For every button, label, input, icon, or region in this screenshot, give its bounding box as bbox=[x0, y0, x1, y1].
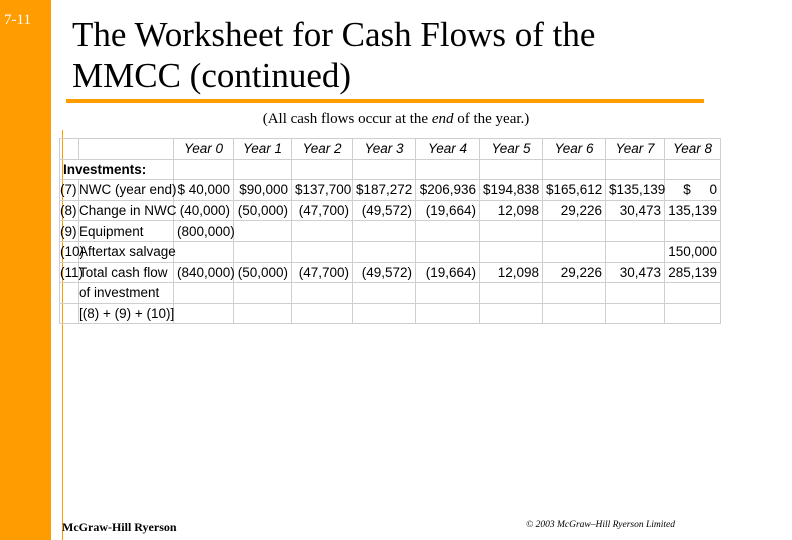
header-blank-cell bbox=[79, 139, 174, 160]
cell-year-1 bbox=[234, 241, 292, 262]
cell-year-0 bbox=[174, 241, 234, 262]
cell-year-4 bbox=[416, 221, 480, 242]
cash-flow-table-container bbox=[59, 138, 720, 324]
empty-cell bbox=[480, 283, 543, 304]
subtitle-emphasis: end bbox=[431, 111, 454, 127]
cell-year-7: $135,139 bbox=[606, 180, 665, 201]
subtitle-text-after: of the year.) bbox=[453, 111, 530, 127]
empty-cell bbox=[353, 159, 416, 180]
cell-year-2: (47,700) bbox=[292, 200, 353, 221]
empty-cell bbox=[416, 159, 480, 180]
continuation-row bbox=[60, 303, 721, 324]
cell-year-5 bbox=[480, 221, 543, 242]
cell-year-3: $187,272 bbox=[353, 180, 416, 201]
year-header-2: Year 2 bbox=[292, 139, 353, 160]
empty-cell bbox=[234, 303, 292, 324]
table-row bbox=[60, 200, 721, 221]
row-index: (10) bbox=[60, 241, 79, 262]
row-index: (8) bbox=[60, 200, 79, 221]
empty-cell bbox=[234, 159, 292, 180]
empty-cell bbox=[665, 283, 721, 304]
cell-year-8: 285,139 bbox=[665, 262, 721, 283]
cell-year-1: (50,000) bbox=[234, 200, 292, 221]
subtitle-text-before: (All cash flows occur at the bbox=[262, 111, 432, 127]
empty-cell bbox=[480, 159, 543, 180]
cell-year-2 bbox=[292, 221, 353, 242]
cell-year-7 bbox=[606, 221, 665, 242]
table-header-row bbox=[60, 139, 721, 160]
cell-year-4: (19,664) bbox=[416, 200, 480, 221]
year-header-8: Year 8 bbox=[665, 139, 721, 160]
empty-cell bbox=[292, 303, 353, 324]
cell-year-8: 150,000 bbox=[665, 241, 721, 262]
empty-cell bbox=[665, 159, 721, 180]
cell-year-4: (19,664) bbox=[416, 262, 480, 283]
empty-cell bbox=[353, 303, 416, 324]
cell-year-5: $194,838 bbox=[480, 180, 543, 201]
empty-cell bbox=[606, 283, 665, 304]
cell-year-8 bbox=[665, 221, 721, 242]
empty-cell bbox=[174, 159, 234, 180]
cell-year-3: (49,572) bbox=[353, 200, 416, 221]
slide-title-line1: The Worksheet for Cash Flows of the bbox=[72, 15, 596, 54]
continuation-row bbox=[60, 283, 721, 304]
slide-subtitle bbox=[0, 111, 792, 128]
row-label: Total cash flow bbox=[79, 262, 174, 283]
cell-year-3 bbox=[353, 241, 416, 262]
empty-cell bbox=[606, 303, 665, 324]
empty-cell bbox=[480, 303, 543, 324]
cell-year-3 bbox=[353, 221, 416, 242]
cell-year-8: $ 0 bbox=[665, 180, 721, 201]
cell-year-8: 135,139 bbox=[665, 200, 721, 221]
cell-year-3: (49,572) bbox=[353, 262, 416, 283]
cell-year-6: 29,226 bbox=[543, 200, 606, 221]
cell-year-2: $137,700 bbox=[292, 180, 353, 201]
cell-year-0: (800,000) bbox=[174, 221, 234, 242]
year-header-1: Year 1 bbox=[234, 139, 292, 160]
year-header-7: Year 7 bbox=[606, 139, 665, 160]
section-heading-row bbox=[60, 159, 721, 180]
row-label-continuation: of investment bbox=[79, 283, 174, 304]
empty-cell bbox=[292, 283, 353, 304]
cell-year-6 bbox=[543, 241, 606, 262]
row-label: Equipment bbox=[79, 221, 174, 242]
empty-cell bbox=[543, 159, 606, 180]
empty-cell bbox=[60, 303, 79, 324]
cell-year-5: 12,098 bbox=[480, 200, 543, 221]
table-row bbox=[60, 221, 721, 242]
cell-year-2 bbox=[292, 241, 353, 262]
row-index: (9) bbox=[60, 221, 79, 242]
empty-cell bbox=[416, 283, 480, 304]
empty-cell bbox=[174, 283, 234, 304]
slide-number: 7-11 bbox=[4, 12, 31, 28]
row-label: Aftertax salvage bbox=[79, 241, 174, 262]
row-label-continuation: [(8) + (9) + (10)] bbox=[79, 303, 174, 324]
table-row bbox=[60, 180, 721, 201]
empty-cell bbox=[353, 283, 416, 304]
cell-year-0: (40,000) bbox=[174, 200, 234, 221]
empty-cell bbox=[292, 159, 353, 180]
year-header-3: Year 3 bbox=[353, 139, 416, 160]
cell-year-1: (50,000) bbox=[234, 262, 292, 283]
row-index: (7) bbox=[60, 180, 79, 201]
cell-year-6: 29,226 bbox=[543, 262, 606, 283]
cell-year-5: 12,098 bbox=[480, 262, 543, 283]
cell-year-5 bbox=[480, 241, 543, 262]
cell-year-4 bbox=[416, 241, 480, 262]
empty-cell bbox=[606, 159, 665, 180]
empty-cell bbox=[234, 283, 292, 304]
cash-flow-table bbox=[59, 138, 721, 324]
cell-year-2: (47,700) bbox=[292, 262, 353, 283]
cell-year-6 bbox=[543, 221, 606, 242]
row-label: Change in NWC bbox=[79, 200, 174, 221]
year-header-6: Year 6 bbox=[543, 139, 606, 160]
empty-cell bbox=[665, 303, 721, 324]
cell-year-1 bbox=[234, 221, 292, 242]
cell-year-1: $90,000 bbox=[234, 180, 292, 201]
empty-cell bbox=[416, 303, 480, 324]
year-header-4: Year 4 bbox=[416, 139, 480, 160]
cell-year-0: $ 40,000 bbox=[174, 180, 234, 201]
cell-year-6: $165,612 bbox=[543, 180, 606, 201]
row-index: (11) bbox=[60, 262, 79, 283]
cell-year-7: 30,473 bbox=[606, 200, 665, 221]
cell-year-4: $206,936 bbox=[416, 180, 480, 201]
table-row bbox=[60, 262, 721, 283]
empty-cell bbox=[174, 303, 234, 324]
title-underline bbox=[66, 99, 704, 103]
section-heading: Investments: bbox=[60, 159, 174, 180]
empty-cell bbox=[60, 283, 79, 304]
copyright-footer: © 2003 McGraw–Hill Ryerson Limited bbox=[526, 520, 676, 530]
year-header-5: Year 5 bbox=[480, 139, 543, 160]
header-blank-cell bbox=[60, 139, 79, 160]
year-header-0: Year 0 bbox=[174, 139, 234, 160]
cell-year-7 bbox=[606, 241, 665, 262]
empty-cell bbox=[543, 283, 606, 304]
cell-year-0: (840,000) bbox=[174, 262, 234, 283]
slide-title bbox=[72, 14, 692, 96]
slide-title-line2: MMCC (continued) bbox=[72, 56, 352, 95]
table-row bbox=[60, 241, 721, 262]
empty-cell bbox=[543, 303, 606, 324]
slide-sidebar bbox=[0, 0, 51, 540]
cell-year-7: 30,473 bbox=[606, 262, 665, 283]
row-label: NWC (year end) bbox=[79, 180, 174, 201]
publisher-footer: McGraw-Hill Ryerson bbox=[62, 520, 177, 534]
